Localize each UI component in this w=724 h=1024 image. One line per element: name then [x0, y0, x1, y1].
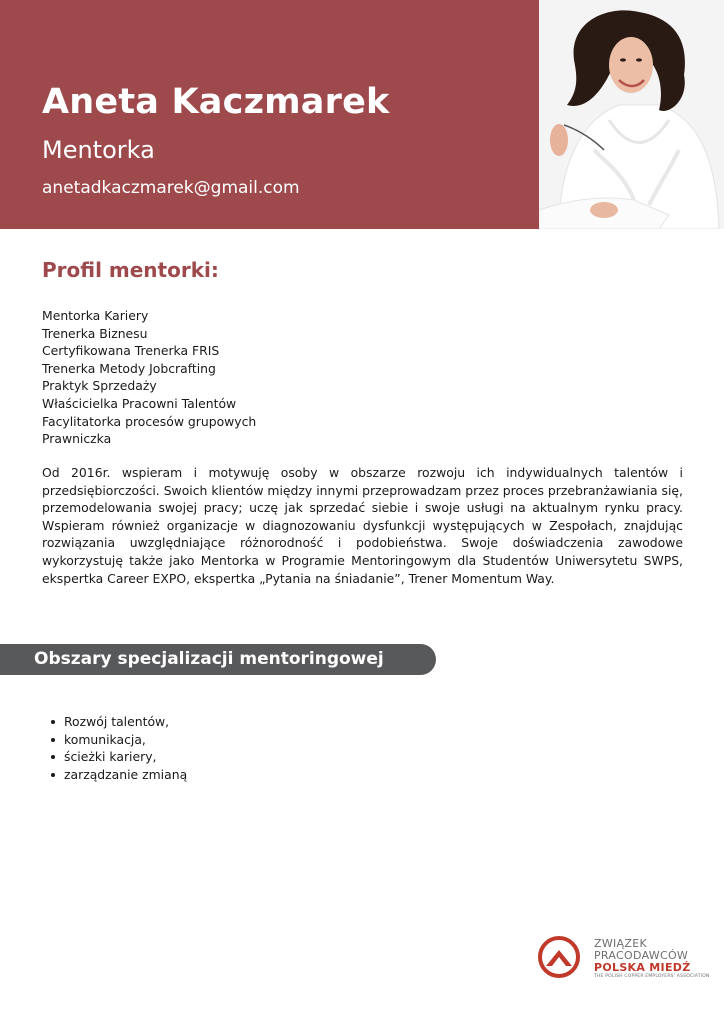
title-item: Certyfikowana Trenerka FRIS: [42, 343, 220, 359]
list-item: Rozwój talentów,: [64, 713, 187, 731]
title-item: Właścicielka Pracowni Talentów: [42, 395, 237, 411]
specializations-heading: Obszary specjalizacji mentoringowej: [34, 649, 384, 669]
association-logo: [538, 934, 710, 984]
title-item: Trenerka Metody Jobcrafting: [42, 360, 216, 376]
list-item: ścieżki kariery,: [64, 748, 187, 766]
bio-paragraph: Od 2016r. wspieram i motywuję osoby w obszarze rozwoju ich indywidualnych talentów i przedsiębiorczości. Swoich klientów między innymi przeprowadzam przez proces przebranżawiania się, przemodelowania swojej pracy; uczę jak sprzedać siebie i swoje usługi na aktualnym rynku pracy. Wspieram również organizacje w diagnozowaniu dysfunkcji występujących w Zespołach, znajdując rozwiązania uwzględniające różnorodność i podobieństwa. Swoje doświadczenia zawodowe wykorzystuję także jako Mentorka w Programie Mentoringowym dla Studentów Uniwersytetu SWPS, ekspertka Career EXPO, ekspertka „Pytania na śniadanie”, Trener Momentum Way.: [42, 465, 683, 586]
header-banner: [0, 0, 539, 229]
mentor-role: Mentorka: [42, 136, 155, 164]
title-item: Facylitatorka procesów grupowych: [42, 413, 257, 429]
title-item: Prawniczka: [42, 431, 112, 447]
logo-line-3: POLSKA MIEDŹ: [594, 961, 691, 974]
logo-tagline: THE POLISH COPPER EMPLOYERS' ASSOCIATION: [594, 974, 710, 979]
title-item: Trenerka Biznesu: [42, 325, 148, 341]
list-item: zarządzanie zmianą: [64, 766, 188, 782]
mentor-name: Aneta Kaczmarek: [42, 82, 390, 122]
mentor-photo: [539, 0, 724, 229]
list-item: komunikacja,: [64, 731, 187, 749]
copper-logo-icon: [538, 936, 580, 978]
profile-heading: Profil mentorki:: [42, 258, 219, 282]
mentor-email[interactable]: anetadkaczmarek@gmail.com: [42, 178, 300, 198]
specializations-band: [0, 644, 436, 675]
portrait-illustration: [539, 0, 724, 229]
logo-line-2: PRACODAWCÓW: [594, 949, 689, 962]
mentor-titles-list: [42, 307, 256, 448]
title-item: Praktyk Sprzedaży: [42, 378, 157, 394]
title-item: Mentorka Kariery: [42, 308, 149, 323]
logo-line-1: ZWIĄZEK: [594, 937, 647, 950]
specializations-list: [64, 713, 187, 783]
